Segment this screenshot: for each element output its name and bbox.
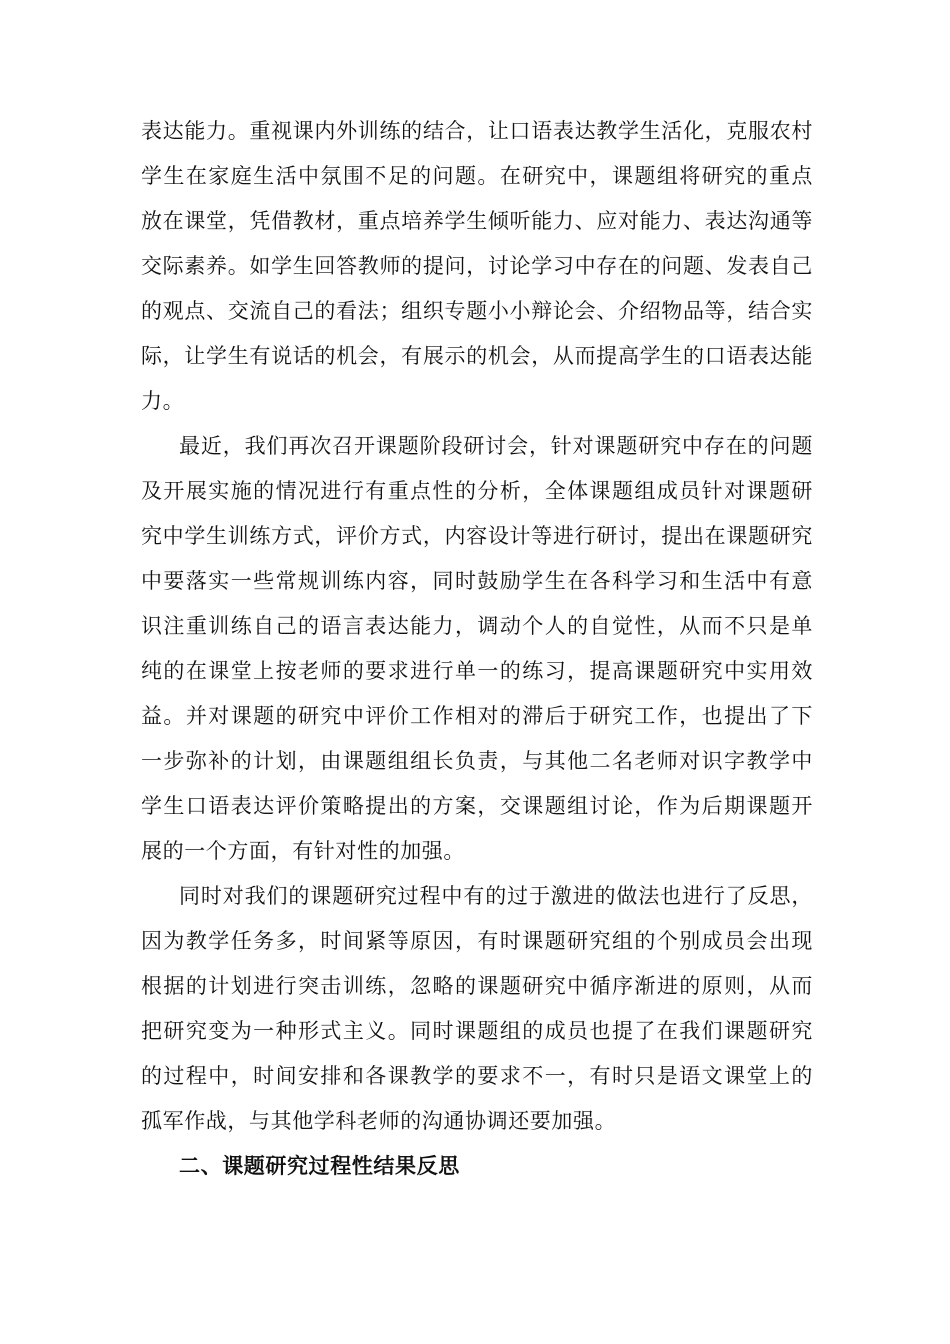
section-heading: 二、课题研究过程性结果反思 xyxy=(179,1154,460,1178)
text-line: 益。并对课题的研究中评价工作相对的滞后于研究工作，也提出了下 xyxy=(141,704,813,728)
text-line: 际，让学生有说话的机会，有展示的机会，从而提高学生的口语表达能 xyxy=(141,344,813,368)
text-line: 孤军作战，与其他学科老师的沟通协调还要加强。 xyxy=(141,1109,617,1133)
text-line: 放在课堂，凭借教材，重点培养学生倾听能力、应对能力、表达沟通等 xyxy=(141,209,813,233)
text-line: 的过程中，时间安排和各课教学的要求不一，有时只是语文课堂上的 xyxy=(141,1064,813,1088)
text-line: 识注重训练自己的语言表达能力，调动个人的自觉性，从而不只是单 xyxy=(141,614,813,638)
text-line: 中要落实一些常规训练内容，同时鼓励学生在各科学习和生活中有意 xyxy=(141,569,813,593)
text-line: 一步弥补的计划，由课题组组长负责，与其他二名老师对识字教学中 xyxy=(141,749,813,773)
text-line: 学生在家庭生活中氛围不足的问题。在研究中，课题组将研究的重点 xyxy=(141,164,813,188)
text-line: 学生口语表达评价策略提出的方案，交课题组讨论，作为后期课题开 xyxy=(141,794,813,818)
text-line: 纯的在课堂上按老师的要求进行单一的练习，提高课题研究中实用效 xyxy=(141,659,813,683)
text-line: 把研究变为一种形式主义。同时课题组的成员也提了在我们课题研究 xyxy=(141,1019,813,1043)
text-line: 交际素养。如学生回答教师的提问，讨论学习中存在的问题、发表自己 xyxy=(141,254,813,278)
text-line: 最近，我们再次召开课题阶段研讨会，针对课题研究中存在的问题 xyxy=(179,434,813,458)
text-line: 的观点、交流自己的看法；组织专题小小辩论会、介绍物品等，结合实 xyxy=(141,299,813,323)
text-line: 根据的计划进行突击训练，忽略的课题研究中循序渐进的原则，从而 xyxy=(141,974,813,998)
text-line: 表达能力。重视课内外训练的结合，让口语表达教学生活化，克服农村 xyxy=(141,119,813,143)
text-line: 展的一个方面，有针对性的加强。 xyxy=(141,839,465,863)
text-line: 及开展实施的情况进行有重点性的分析，全体课题组成员针对课题研 xyxy=(141,479,813,503)
text-line: 同时对我们的课题研究过程中有的过于激进的做法也进行了反思， xyxy=(179,884,813,908)
text-line: 因为教学任务多，时间紧等原因，有时课题研究组的个别成员会出现 xyxy=(141,929,813,953)
text-line: 力。 xyxy=(141,389,185,413)
text-line: 究中学生训练方式，评价方式，内容设计等进行研讨，提出在课题研究 xyxy=(141,524,813,548)
